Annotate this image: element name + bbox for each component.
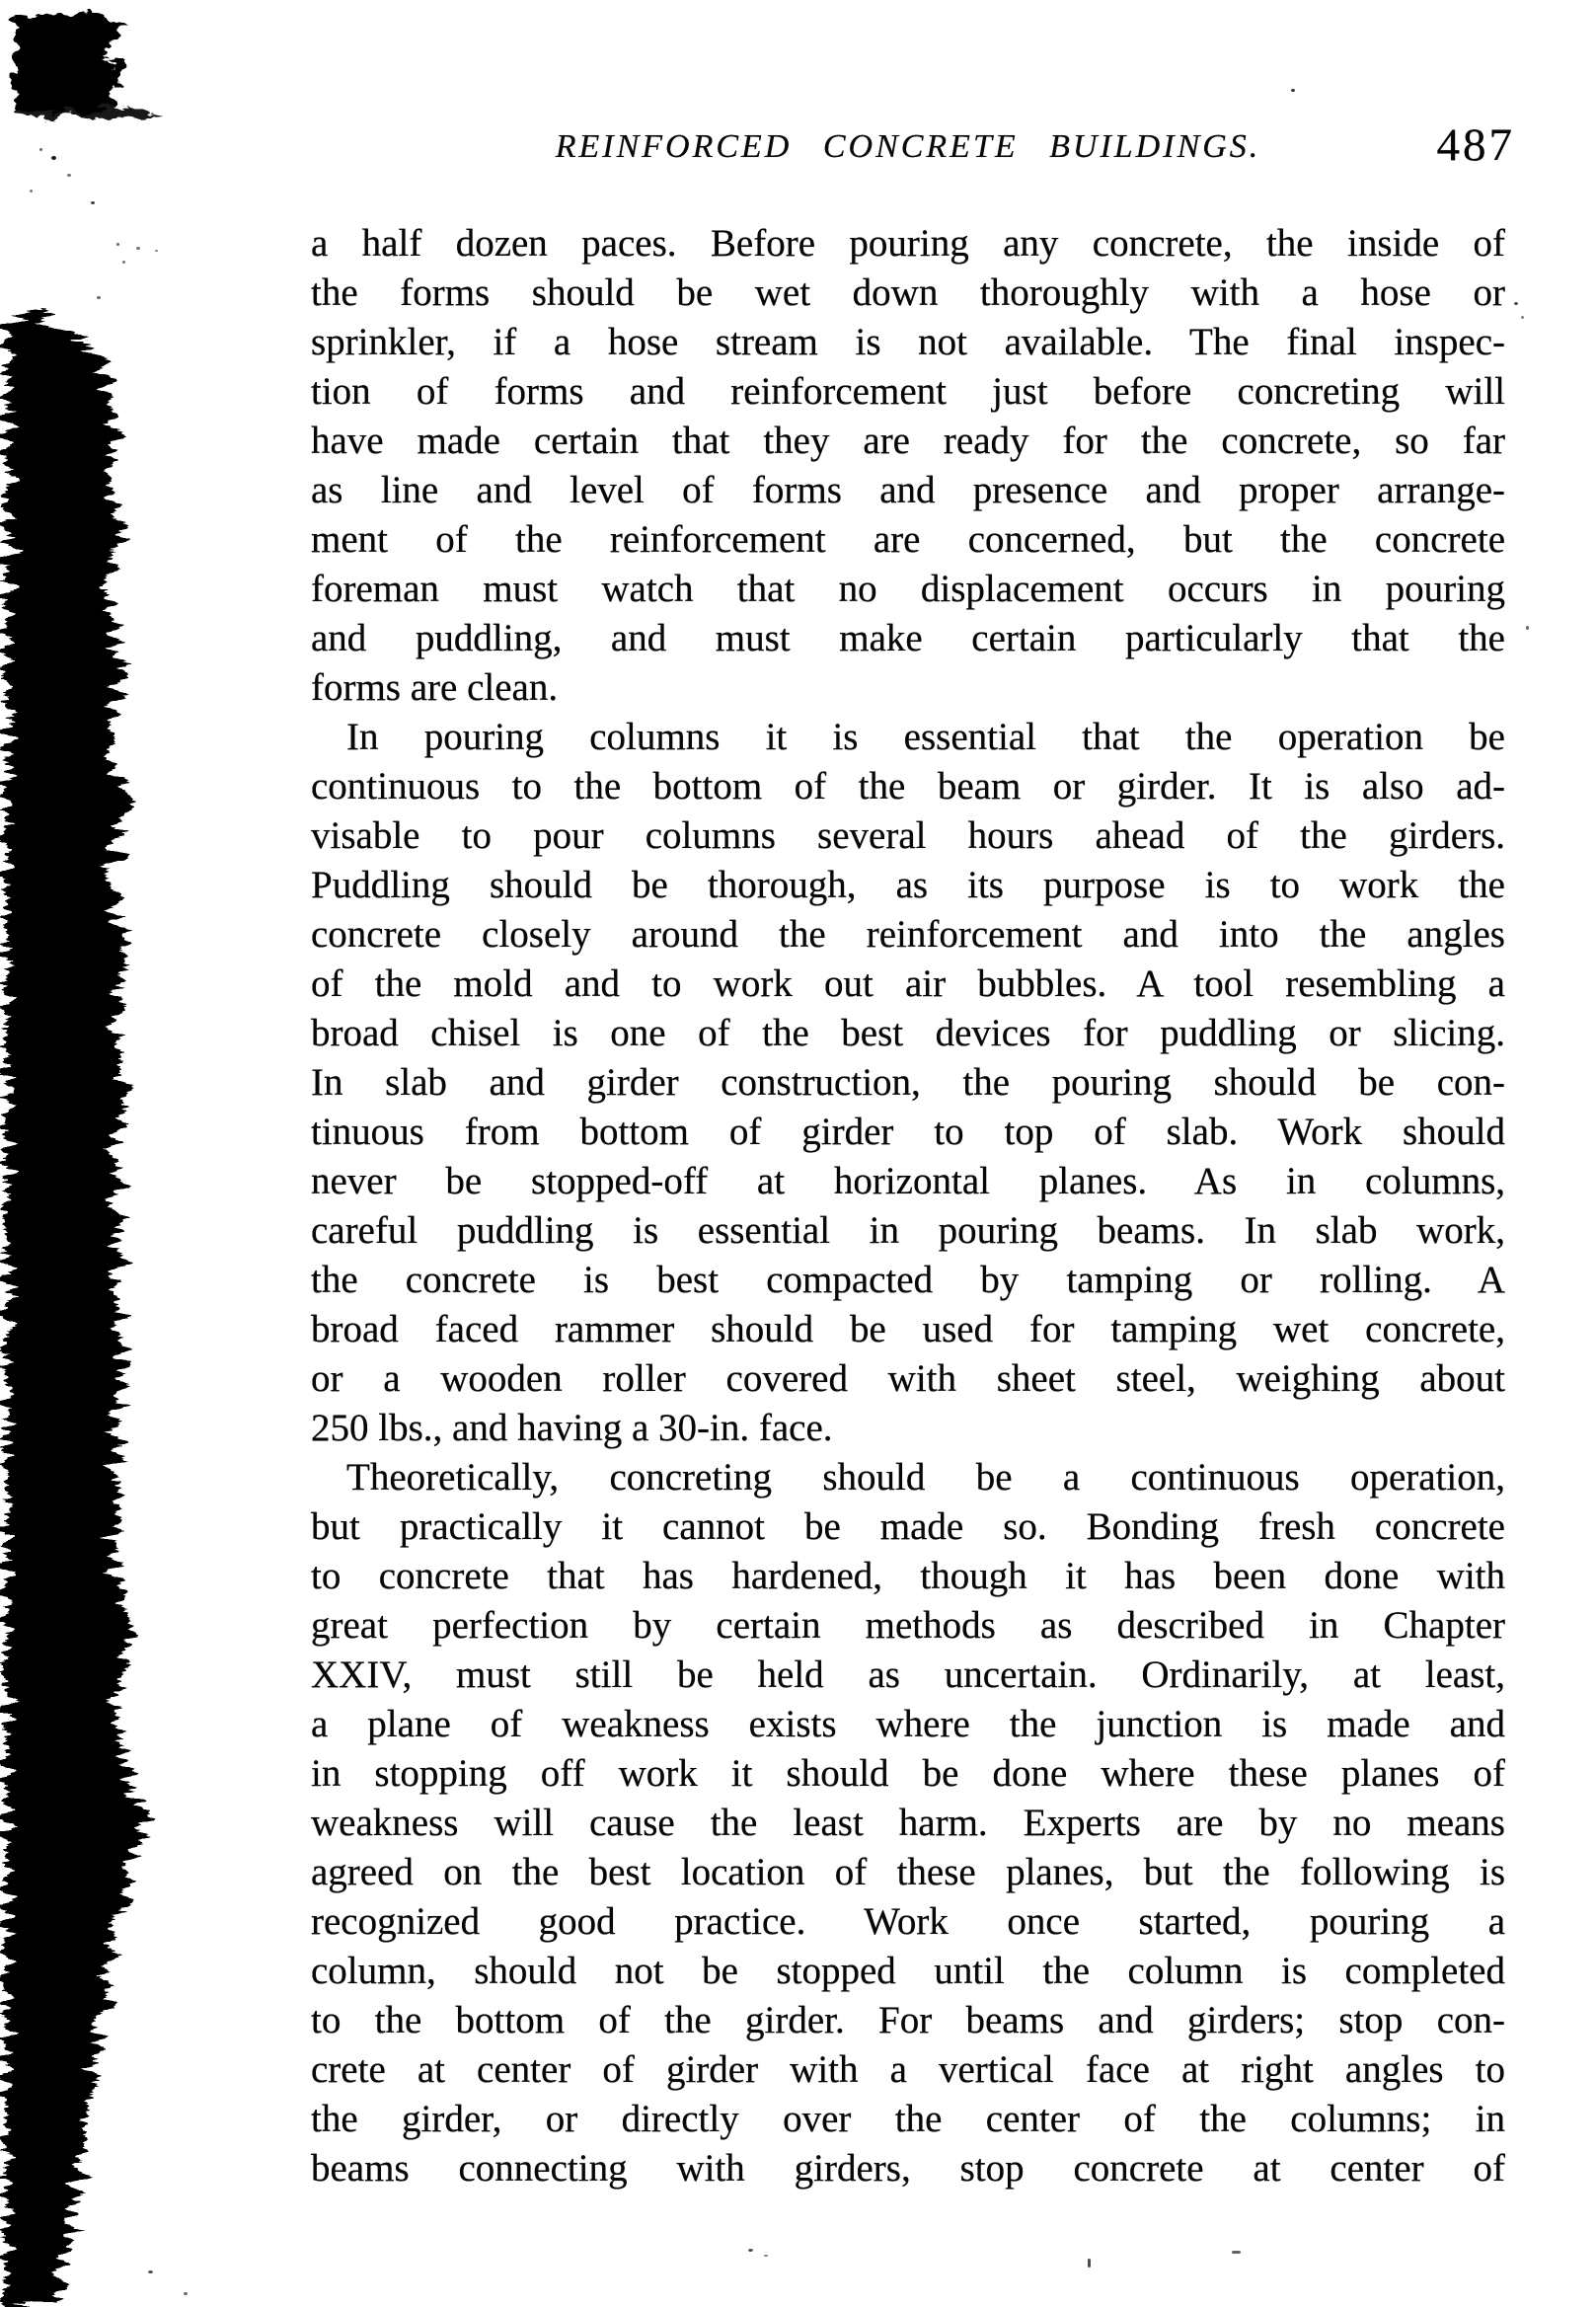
text-line: but practically it cannot be made so. Bonding fresh concrete — [311, 1505, 1505, 1548]
text-line: 250 lbs., and having a 30-in. face. — [311, 1407, 833, 1449]
text-line: concrete closely around the reinforcement and into the angles — [311, 913, 1505, 956]
text-line: In pouring columns it is essential that the operation be — [346, 716, 1505, 758]
page-header — [311, 119, 1515, 174]
scan-speck — [116, 243, 119, 246]
text-line: visable to pour columns several hours ahead of the girders. — [311, 814, 1505, 857]
scan-speck — [1514, 302, 1518, 305]
text-line: broad faced rammer should be used for tamping wet concrete, — [311, 1308, 1505, 1350]
text-line: agreed on the best location of these planes, but the following is — [311, 1851, 1505, 1893]
scan-speck — [1232, 2251, 1241, 2254]
ink-blotch-top-fringe — [14, 105, 166, 118]
text-line: Theoretically, concreting should be a continuous operation, — [346, 1456, 1505, 1499]
text-line: broad chisel is one of the best devices for puddling or slicing. — [311, 1012, 1505, 1054]
text-line: Puddling should be thorough, as its purpose is to work the — [311, 864, 1505, 906]
scan-speck — [1526, 626, 1529, 630]
text-line: a half dozen paces. Before pouring any concrete, the inside of — [311, 222, 1505, 265]
ink-blotch-left — [6, 312, 150, 2307]
text-line: forms are clean. — [311, 666, 559, 709]
text-line: crete at center of girder with a vertical face at right angles to — [311, 2048, 1505, 2091]
text-line: never be stopped-off at horizontal planes. As in columns, — [311, 1160, 1505, 1202]
text-line: a plane of weakness exists where the junction is made and — [311, 1703, 1505, 1745]
scan-speck — [148, 2270, 153, 2273]
text-line: the concrete is best compacted by tamping or rolling. A — [311, 1259, 1505, 1301]
text-line: or a wooden roller covered with sheet steel, weighing about — [311, 1357, 1505, 1400]
text-line: column, should not be stopped until the column is completed — [311, 1950, 1505, 1992]
scan-speck — [30, 190, 33, 192]
text-line: the girder, or directly over the center of the columns; in — [311, 2098, 1505, 2140]
page-number: 487 — [1436, 119, 1515, 171]
text-line: beams connecting with girders, stop concrete at center of — [311, 2147, 1505, 2190]
text-line: as line and level of forms and presence and proper arrange- — [311, 469, 1505, 511]
scan-speck — [155, 250, 158, 252]
text-line: XXIV, must still be held as uncertain. Ordinarily, at least, — [311, 1653, 1505, 1696]
ink-blotch-top — [14, 14, 126, 113]
scan-speck — [1521, 316, 1524, 319]
text-line: foreman must watch that no displacement occurs in pouring — [311, 568, 1505, 610]
text-line: of the mold and to work out air bubbles. A tool resembling a — [311, 962, 1505, 1005]
body-text — [311, 219, 1505, 2193]
scan-speck — [136, 247, 140, 250]
text-line: in stopping off work it should be done where these planes of — [311, 1752, 1505, 1795]
scan-speck — [97, 296, 101, 299]
scan-speck — [1088, 2259, 1091, 2268]
scan-speck — [122, 261, 125, 264]
text-line: and puddling, and must make certain particularly that the — [311, 617, 1505, 659]
text-line: tinuous from bottom of girder to top of slab. Work should — [311, 1111, 1505, 1153]
text-line: the forms should be wet down thoroughly with a hose or — [311, 271, 1505, 314]
text-line: to the bottom of the girder. For beams and girders; stop con- — [311, 1999, 1505, 2041]
text-line: ment of the reinforcement are concerned, but the concrete — [311, 518, 1505, 561]
scan-speck — [91, 201, 95, 204]
scan-speck — [39, 148, 42, 151]
text-line: continuous to the bottom of the beam or girder. It is also ad- — [311, 765, 1505, 807]
scan-speck — [748, 2249, 753, 2252]
scan-speck — [67, 174, 71, 177]
scan-speck — [764, 2255, 768, 2257]
text-line: have made certain that they are ready for the concrete, so far — [311, 420, 1505, 462]
scan-speck — [184, 2292, 188, 2295]
text-line: to concrete that has hardened, though it has been done with — [311, 1555, 1505, 1597]
text-line: sprinkler, if a hose stream is not available. The final inspec- — [311, 321, 1505, 363]
text-line: weakness will cause the least harm. Experts are by no means — [311, 1802, 1505, 1844]
scan-speck — [51, 156, 56, 160]
running-title: REINFORCED CONCRETE BUILDINGS. — [555, 128, 1261, 165]
text-line: tion of forms and reinforcement just before concreting will — [311, 370, 1505, 413]
text-line: recognized good practice. Work once started, pouring a — [311, 1900, 1505, 1943]
text-line: careful puddling is essential in pouring beams. In slab work, — [311, 1209, 1505, 1252]
text-line: great perfection by certain methods as described in Chapter — [311, 1604, 1505, 1647]
text-line: In slab and girder construction, the pouring should be con- — [311, 1061, 1505, 1104]
scan-speck — [1291, 89, 1295, 92]
